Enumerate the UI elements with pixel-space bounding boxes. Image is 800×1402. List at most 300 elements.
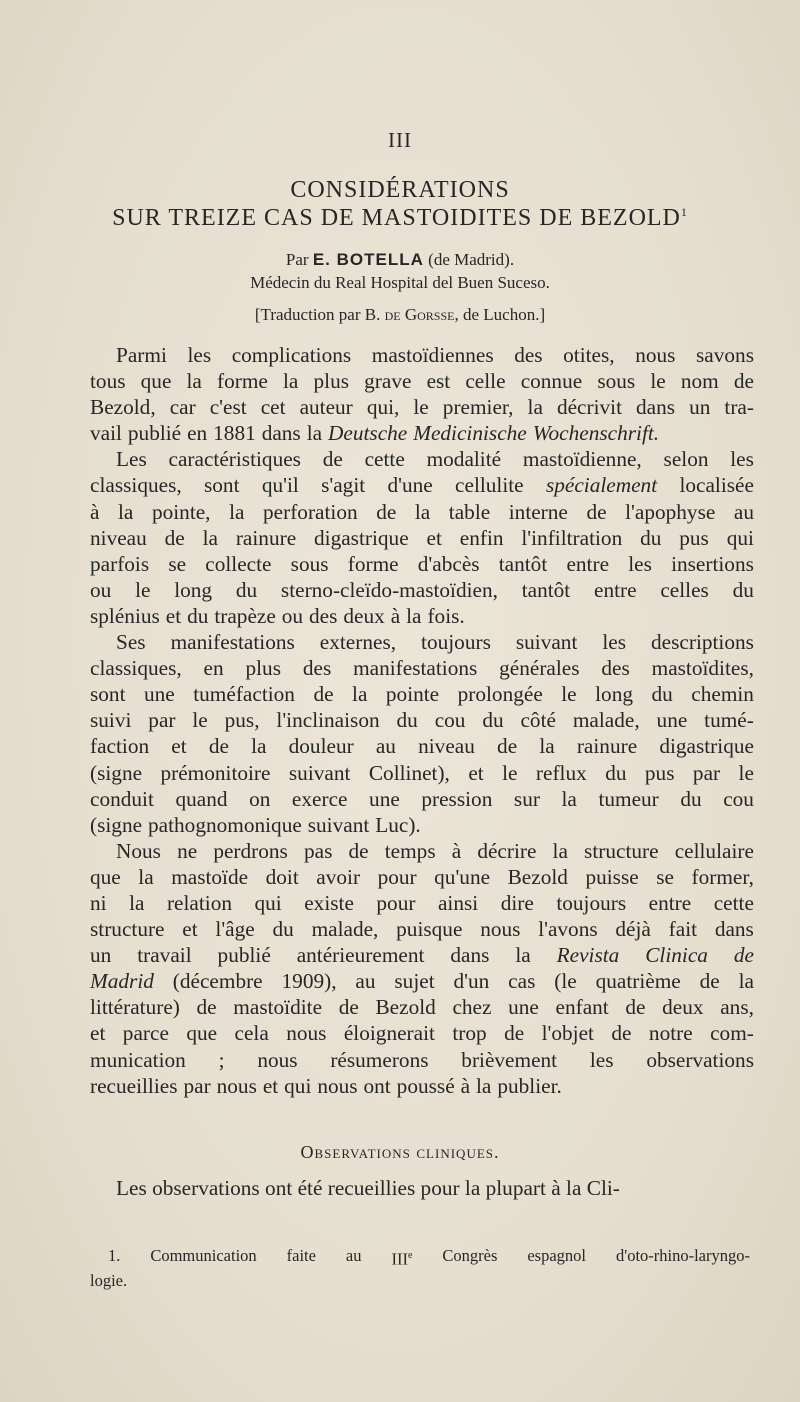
word: de <box>196 995 217 1020</box>
author-name: E. BOTELLA <box>312 250 424 269</box>
word: pointe, <box>151 499 211 524</box>
word: du <box>235 577 258 602</box>
word: niveau <box>90 525 147 550</box>
word: au <box>355 969 376 994</box>
word: à <box>460 1073 471 1098</box>
text-line <box>90 1073 754 1099</box>
word: table <box>448 499 491 524</box>
word: chez <box>452 995 492 1020</box>
word: une <box>369 786 400 811</box>
word: interne <box>508 499 568 524</box>
word: la <box>738 969 754 994</box>
word: pathognomonique <box>148 812 302 837</box>
text-line <box>90 1175 754 1201</box>
word: dans <box>450 943 490 968</box>
word: nous <box>317 1073 358 1098</box>
word: de <box>338 995 359 1020</box>
word: les <box>187 343 212 367</box>
word: mastoïdites, <box>651 656 754 681</box>
word: travail <box>137 943 192 968</box>
word: la <box>202 525 218 550</box>
word: du <box>651 682 673 707</box>
author-role: Médecin du Real Hospital del Buen Suceso. <box>250 273 550 292</box>
word: un <box>689 395 711 420</box>
word: manifestations <box>170 630 295 655</box>
word: est <box>426 369 451 394</box>
word: malade, <box>311 917 379 942</box>
word: exerce <box>291 786 348 811</box>
word: cette <box>364 447 405 472</box>
word: prémonitoire <box>160 760 271 785</box>
word: structure <box>90 917 165 942</box>
word: au <box>733 499 754 524</box>
word: nous <box>286 1021 327 1046</box>
word: pression <box>421 786 493 811</box>
word: classiques, <box>90 473 182 498</box>
word: de <box>733 943 754 968</box>
word: avoir <box>316 864 361 889</box>
footnote-word: d'oto-rhino-laryngo- <box>615 1246 750 1265</box>
word: l'âge <box>215 917 255 942</box>
word: puisque <box>396 917 463 942</box>
word: on <box>249 786 271 811</box>
text-line <box>90 1020 754 1046</box>
word: la <box>138 864 154 889</box>
word: d'un <box>453 969 490 994</box>
word: structure <box>584 838 659 863</box>
word: fois. <box>427 603 465 628</box>
word: Medicinische <box>413 421 527 446</box>
word: et <box>182 917 198 942</box>
word: enfant <box>555 995 609 1020</box>
word: Revista <box>556 943 620 968</box>
word: classiques, <box>90 656 182 681</box>
word: notre <box>648 1021 693 1046</box>
word: Ses <box>116 630 146 655</box>
word: de <box>586 499 607 524</box>
word: nous <box>635 343 676 367</box>
word: la <box>229 499 245 524</box>
word: ans, <box>720 995 754 1020</box>
word: former, <box>691 864 754 889</box>
word: Nous <box>116 838 161 863</box>
word: que <box>90 864 121 889</box>
word: caractéristiques <box>168 447 301 472</box>
word: localisée <box>679 473 754 498</box>
word: de <box>699 969 720 994</box>
word: Collinet), <box>368 760 450 785</box>
word: suivant <box>515 630 578 655</box>
word: pas <box>303 838 333 863</box>
text-line <box>90 838 754 864</box>
word: mastoïdiennes <box>371 343 494 367</box>
word: dans <box>636 395 676 420</box>
word: publié <box>217 943 271 968</box>
word: au <box>375 734 396 759</box>
word: se <box>168 551 187 576</box>
word: nous <box>480 917 521 942</box>
word: la <box>352 682 368 707</box>
word: pus <box>644 760 675 785</box>
word: la <box>561 786 577 811</box>
word: ou <box>90 577 112 602</box>
word: l'apophyse <box>625 499 716 524</box>
word: mastoïdite <box>233 995 323 1020</box>
word: décrivit <box>556 395 622 420</box>
word: grave <box>364 369 412 394</box>
word: digastrique <box>659 734 754 759</box>
word: une <box>656 708 688 733</box>
word: de <box>497 734 518 759</box>
word: (signe <box>90 760 143 785</box>
word: insertions <box>671 551 754 576</box>
word: du <box>187 603 209 628</box>
word: dans <box>261 421 301 446</box>
word: et <box>90 1021 106 1046</box>
text-line <box>90 577 754 603</box>
word: mastoïdienne, <box>522 447 642 472</box>
text-line <box>90 890 754 916</box>
word: perforation <box>263 499 358 524</box>
footnote-word: faite <box>286 1246 316 1265</box>
word: l'objet <box>541 1021 594 1046</box>
word: (signe <box>90 812 143 837</box>
word: cou <box>434 708 466 733</box>
word: que <box>186 1021 218 1046</box>
word: sujet <box>394 969 435 994</box>
word: (le <box>554 969 577 994</box>
word: éloignerait <box>343 1021 435 1046</box>
word: des <box>514 343 543 367</box>
word: fait <box>668 917 698 942</box>
word: parce <box>122 1021 169 1046</box>
word: externes, <box>319 630 397 655</box>
word: forme <box>217 369 268 394</box>
text-line <box>90 916 754 942</box>
word: du <box>680 786 702 811</box>
word: cellulite <box>455 473 524 498</box>
word: douleur <box>288 734 354 759</box>
word: trapèze <box>214 603 276 628</box>
footnote-word: Congrès <box>442 1246 498 1265</box>
title-footnote-mark: 1 <box>680 205 688 219</box>
word: ni <box>90 890 107 915</box>
word: sous <box>290 551 329 576</box>
title-text: SUR TREIZE CAS DE MASTOIDITES DE BEZOLD <box>112 205 681 231</box>
word: à <box>451 838 462 863</box>
word: et <box>171 734 187 759</box>
translation-credit <box>0 305 800 325</box>
word: sous <box>597 369 636 394</box>
word: déjà <box>615 917 651 942</box>
word: l'avons <box>538 917 598 942</box>
word: cette <box>713 890 754 915</box>
word: de <box>322 447 343 472</box>
author-line <box>0 250 800 270</box>
word: la <box>515 943 531 968</box>
word: et <box>426 525 442 550</box>
word: celle <box>465 369 506 394</box>
word: enfin <box>459 525 504 550</box>
word: sterno-cleïdo-mastoïdien, <box>280 577 498 602</box>
word: se <box>656 864 674 889</box>
text-line <box>90 864 754 890</box>
word: les <box>730 447 754 472</box>
text-line <box>90 707 754 733</box>
footnote-word: Communication <box>150 1246 257 1265</box>
word: Luc). <box>375 812 421 837</box>
word: entre <box>648 890 692 915</box>
word: ; <box>218 1047 225 1072</box>
word: à <box>90 499 100 524</box>
word: rainure <box>576 734 638 759</box>
word: la <box>527 395 543 420</box>
word: publier. <box>497 1073 562 1098</box>
word: de <box>164 525 185 550</box>
word: (décembre <box>172 969 263 994</box>
word: descriptions <box>651 630 754 655</box>
word: ont <box>363 1073 391 1098</box>
word: et <box>468 760 484 785</box>
word: une <box>144 682 175 707</box>
word: la <box>251 734 267 759</box>
article-title-line2 <box>0 205 800 232</box>
word: tumé- <box>704 708 754 733</box>
word: toujours <box>421 630 491 655</box>
word: d'une <box>387 473 433 498</box>
word: pour <box>376 890 416 915</box>
text-line <box>90 1047 754 1073</box>
footnote-word: au <box>345 1246 362 1265</box>
word: cet <box>260 395 286 420</box>
word: cou <box>723 786 754 811</box>
word: qu'une <box>434 864 491 889</box>
text-line <box>90 499 754 525</box>
word: en <box>187 421 208 446</box>
word: parfois <box>90 551 150 576</box>
word: dans <box>714 917 754 942</box>
word: auteur <box>299 395 353 420</box>
word: 1881 <box>213 421 256 446</box>
word: splénius <box>90 603 160 628</box>
article-title-line1: CONSIDÉRATIONS <box>290 177 510 203</box>
word: suivant <box>307 812 370 837</box>
word: quatrième <box>595 969 681 994</box>
word: malade, <box>572 708 640 733</box>
word: du <box>605 760 627 785</box>
word: tumeur <box>598 786 659 811</box>
word: qui, <box>366 395 400 420</box>
word: reflux <box>535 760 587 785</box>
word: le <box>738 760 754 785</box>
word: la <box>283 369 299 394</box>
word: connue <box>520 369 583 394</box>
word: de <box>208 734 229 759</box>
text-line <box>90 472 754 498</box>
word: Parmi <box>116 343 167 367</box>
word: les <box>589 1047 614 1072</box>
word: car <box>169 395 196 420</box>
word: dire <box>500 890 534 915</box>
word: à <box>390 603 401 628</box>
word: munication <box>90 1047 186 1072</box>
word: de <box>504 1021 525 1046</box>
word: com- <box>710 1021 754 1046</box>
word: de <box>376 499 397 524</box>
word: tantôt <box>521 577 571 602</box>
word: suivant <box>288 760 351 785</box>
word: cellulaire <box>674 838 754 863</box>
footnote <box>90 1245 750 1291</box>
word: Deutsche <box>328 421 408 446</box>
author-origin: (de Madrid). <box>428 250 515 269</box>
word: nous <box>216 1073 257 1098</box>
word: la <box>186 369 202 394</box>
word: du <box>640 525 662 550</box>
word: Wochenschrift. <box>532 421 660 446</box>
word: cela <box>234 1021 269 1046</box>
text-line <box>90 812 754 838</box>
text-line <box>90 786 754 812</box>
word: existe <box>304 890 354 915</box>
word: qui <box>726 525 754 550</box>
word: recueillies <box>90 1073 178 1098</box>
word: le <box>413 395 429 420</box>
word: ainsi <box>437 890 479 915</box>
word: tantôt <box>498 551 548 576</box>
word: savons <box>696 343 754 367</box>
page-number: III <box>388 128 412 152</box>
word: plus <box>245 656 281 681</box>
section-heading: Observations cliniques. <box>300 1142 500 1162</box>
word: suivi <box>90 708 132 733</box>
text-line <box>90 394 754 420</box>
text-line <box>90 655 754 681</box>
word: la <box>539 734 555 759</box>
word: du <box>396 708 418 733</box>
word: la <box>306 421 323 446</box>
word: rainure <box>235 525 297 550</box>
word: pointe <box>385 682 440 707</box>
word: deux <box>662 995 704 1020</box>
word: un <box>90 943 112 968</box>
word: s'agit <box>321 473 366 498</box>
word: long <box>174 577 213 602</box>
word: tous <box>90 369 126 394</box>
word: brièvement <box>461 1047 558 1072</box>
word: plus <box>313 369 350 394</box>
word: c'est <box>209 395 247 420</box>
word: par <box>148 708 176 733</box>
word: toujours <box>556 890 627 915</box>
text-line <box>90 603 754 629</box>
word: faction <box>90 734 150 759</box>
word: par <box>692 760 721 785</box>
word: entre <box>566 551 610 576</box>
word: relation <box>166 890 232 915</box>
word: la <box>129 890 145 915</box>
word: des <box>309 603 338 628</box>
word: vail <box>90 421 122 446</box>
text-line <box>90 994 754 1020</box>
word: niveau <box>418 734 475 759</box>
word: les <box>628 551 652 576</box>
word: perdrons <box>213 838 288 863</box>
word: que <box>140 369 172 394</box>
word: qui <box>284 1073 312 1098</box>
word: temps <box>384 838 436 863</box>
word: Madrid <box>90 969 154 994</box>
footnote-word: espagnol <box>527 1246 586 1265</box>
word: la <box>552 838 568 863</box>
word: Bezold, <box>90 395 156 420</box>
word: d'abcès <box>417 551 480 576</box>
word: de <box>625 995 646 1020</box>
word: puisse <box>585 864 639 889</box>
word: complications <box>231 343 352 367</box>
author-prefix: Par <box>285 250 309 269</box>
word: l'inclinaison <box>276 708 380 733</box>
word: Bezold <box>375 995 436 1020</box>
text-line <box>90 760 754 786</box>
word: une <box>508 995 539 1020</box>
word: trop <box>452 1021 487 1046</box>
word: cas <box>508 969 536 994</box>
word: antérieurement <box>296 943 425 968</box>
word: le <box>561 682 577 707</box>
word: chemin <box>691 682 754 707</box>
word: la <box>414 499 431 524</box>
word: mastoïde <box>171 864 249 889</box>
word: ne <box>177 838 198 863</box>
word: littérature) <box>90 995 180 1020</box>
word: otites, <box>563 343 615 367</box>
word: Clinica <box>645 943 708 968</box>
section-first-line <box>90 1175 754 1201</box>
word: pus <box>679 525 709 550</box>
text-line <box>90 551 754 577</box>
word: le <box>650 369 666 394</box>
word: celles <box>660 577 709 602</box>
footnote-text-line2: logie. <box>90 1270 128 1290</box>
text-line <box>90 681 754 707</box>
word: forme <box>347 551 399 576</box>
word: long <box>595 682 633 707</box>
word: Bezold <box>507 864 568 889</box>
word: les <box>602 630 627 655</box>
word: de <box>348 838 369 863</box>
word: de <box>313 682 334 707</box>
word: modalité <box>426 447 502 472</box>
text-line-content: Les observations ont été recueillies pour la plupart à la Cli- <box>116 1176 620 1200</box>
word: spécialement <box>545 473 658 498</box>
word: collecte <box>205 551 272 576</box>
footnote-line <box>90 1245 750 1270</box>
word: digastrique <box>314 525 409 550</box>
word: tuméfaction <box>193 682 295 707</box>
word: des <box>302 656 332 681</box>
translator-particle: de <box>384 305 401 324</box>
word: résumerons <box>330 1047 429 1072</box>
word: doit <box>265 864 299 889</box>
translation-prefix: [Traduction par B. <box>254 305 381 324</box>
word: quand <box>175 786 228 811</box>
word: la <box>118 499 134 524</box>
translator-name: Gorsse <box>404 305 455 324</box>
word: selon <box>663 447 709 472</box>
word: la <box>406 603 422 628</box>
word: 1909), <box>281 969 337 994</box>
